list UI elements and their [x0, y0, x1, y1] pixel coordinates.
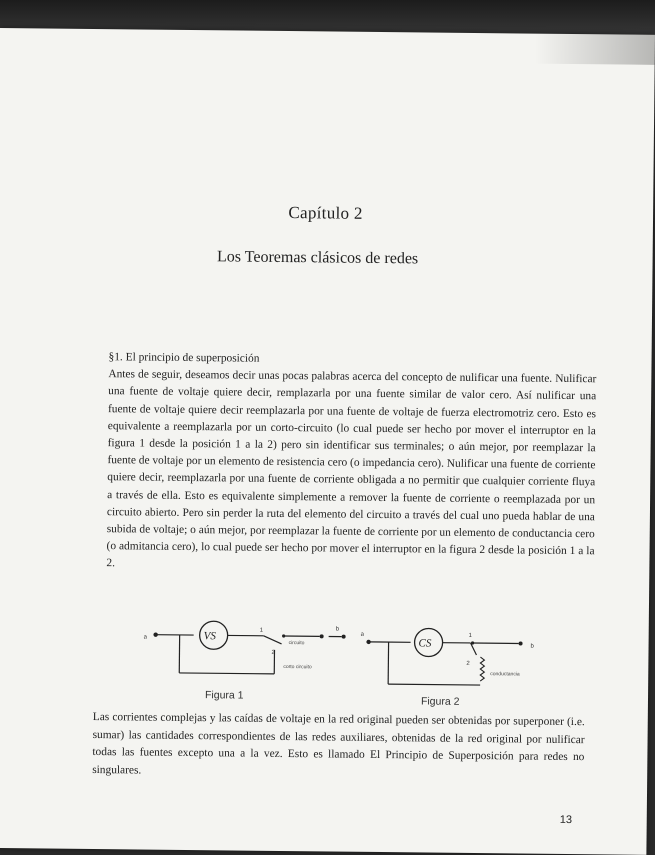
- figure-2-note-bottom: conductancia: [490, 671, 520, 677]
- section-paragraph: Antes de seguir, deseamos decir unas pocas palabras acerca del concepto de nulificar una fuente. Nulificar una fuente de voltaje quiere decir, remplazarla por una fuente similar de valor cero. Así nulificar una fuente de voltaje quiere decir reemplazarla por una fuente de voltaje de fuerza electromotriz cero. Esto es equivalente a reemplazarla por un corto-circuito (lo cual puede ser hecho por mover el interruptor en la figura 1 desde la posición 1 a la 2) pero sin identificar sus terminales; o aún mejor, por reemplazar la fuente de voltaje por un elemento de resistencia cero (o impedancia cero). Nulificar una fuente de corriente quiere decir, reemplazarla por una fuente de corriente obligada a no permitir que cualquier corriente fluya a través de ella. Esto es equivalente simplemente a remover la fuente de corriente o reemplazada por un circuito abierto. Pero sin perder la ruta del elemento del circuito a través del cual uno pueda hablar de una subida de voltaje; o aún mejor, por reemplazar la fuente de corriente por un elemento de conductancia cero (o admitancia cero), lo cual puede ser hecho por mover el interruptor en la figura 2 desde la posición 1 a la 2.: [106, 366, 596, 578]
- figure-1-circuit: [143, 615, 364, 697]
- figure-2-diagram: [358, 622, 559, 704]
- figure-1-terminal-a: a: [144, 635, 148, 641]
- figure-2-switch-pos-2: 2: [466, 661, 470, 667]
- chapter-number: Capítulo 2: [0, 200, 653, 227]
- page-shadow-edge: [535, 34, 655, 65]
- chapter-title: Los Teoremas clásicos de redes: [0, 246, 638, 271]
- figure-1-note-bottom: corto circuito: [283, 664, 312, 670]
- closing-paragraph: Las corrientes complejas y las caídas de voltaje en la red original pueden ser obtenidas por superponer (i.e. sumar) las cantidades correspondientes de las redes auxiliares, obtenidas de la red original por nulificar todas las fuentes excepto una a la vez. Esto es llamado El Principio de Superposición para redes no singulares.: [92, 709, 585, 784]
- figure-1-source-label: VS: [204, 630, 217, 642]
- figure-2-switch-pos-1: 1: [469, 633, 473, 639]
- figure-1-terminal-b: b: [336, 627, 340, 633]
- book-page: [0, 28, 655, 855]
- figure-1-switch-pos-1: 1: [260, 628, 264, 634]
- figure-1-diagram: [143, 615, 364, 697]
- figure-2-circuit: [358, 622, 559, 704]
- figure-2-terminal-a: a: [361, 632, 365, 638]
- figure-2-label: Figura 2: [421, 695, 460, 707]
- page-number: 13: [560, 814, 572, 826]
- section-superposition: [106, 349, 596, 578]
- figure-2-terminal-b: b: [531, 644, 535, 650]
- figure-1-switch-pos-2: 2: [271, 650, 275, 656]
- figure-2-source-label: CS: [419, 637, 432, 649]
- section-heading: §1. El principio de superposición: [108, 349, 596, 371]
- figure-1-note-top: circuito: [289, 640, 305, 646]
- figure-1-label: Figura 1: [205, 689, 244, 701]
